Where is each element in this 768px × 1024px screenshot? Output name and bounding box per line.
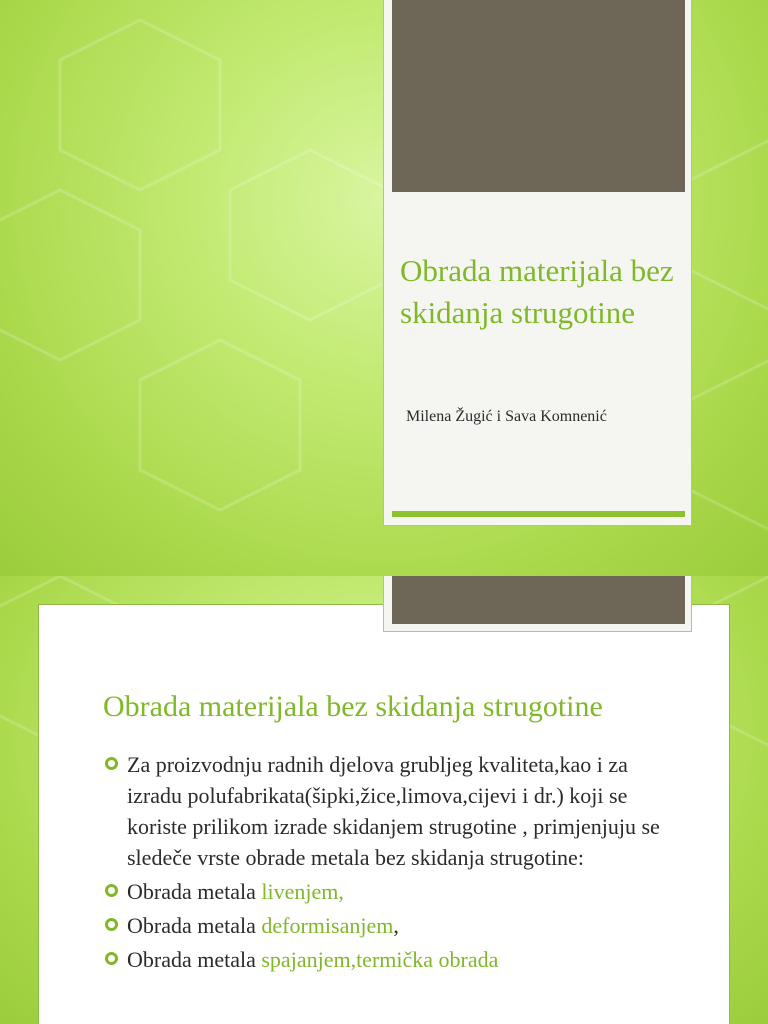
bullet-suffix: ,: [393, 913, 399, 938]
bullet-circle-icon: [105, 757, 118, 770]
title-image-placeholder: [392, 0, 685, 192]
bullet-circle-icon: [105, 918, 118, 931]
content-slide: [0, 576, 768, 1024]
content-box: [38, 604, 730, 1024]
bullet-text: Za proizvodnju radnih djelova grubljeg kvaliteta,kao i za izradu polufabrikata(šipki,žice,limova,cijevi i dr.) koji se koriste prilikom izrade skidanjem strugotine , primjenjuju se sledeče vrste obrade metala bez skidanja strugotine:: [127, 752, 660, 870]
title-card: [383, 0, 692, 526]
bullet-highlight: deformisanjem: [261, 913, 394, 938]
bullet-text: Obrada metala: [127, 913, 262, 938]
slide-title: Obrada materijala bez skidanja strugotine: [400, 253, 674, 330]
bullet-item: [103, 944, 663, 975]
bullet-item: [103, 749, 663, 873]
content-title: Obrada materijala bez skidanja strugotine: [103, 690, 603, 723]
bullet-list: [103, 749, 663, 978]
bullet-item: [103, 910, 663, 941]
bullet-item: [103, 876, 663, 907]
bullet-circle-icon: [105, 884, 118, 897]
header-image-placeholder: [392, 576, 685, 624]
slide-authors: Milena Žugić i Sava Komnenić: [406, 408, 607, 425]
bullet-text: Obrada metala: [127, 947, 262, 972]
accent-bar: [392, 511, 685, 517]
bullet-circle-icon: [105, 952, 118, 965]
bullet-text: Obrada metala: [127, 879, 262, 904]
header-card: [383, 576, 692, 632]
bullet-highlight: livenjem,: [261, 879, 344, 904]
bullet-highlight: spajanjem,termička obrada: [261, 947, 499, 972]
